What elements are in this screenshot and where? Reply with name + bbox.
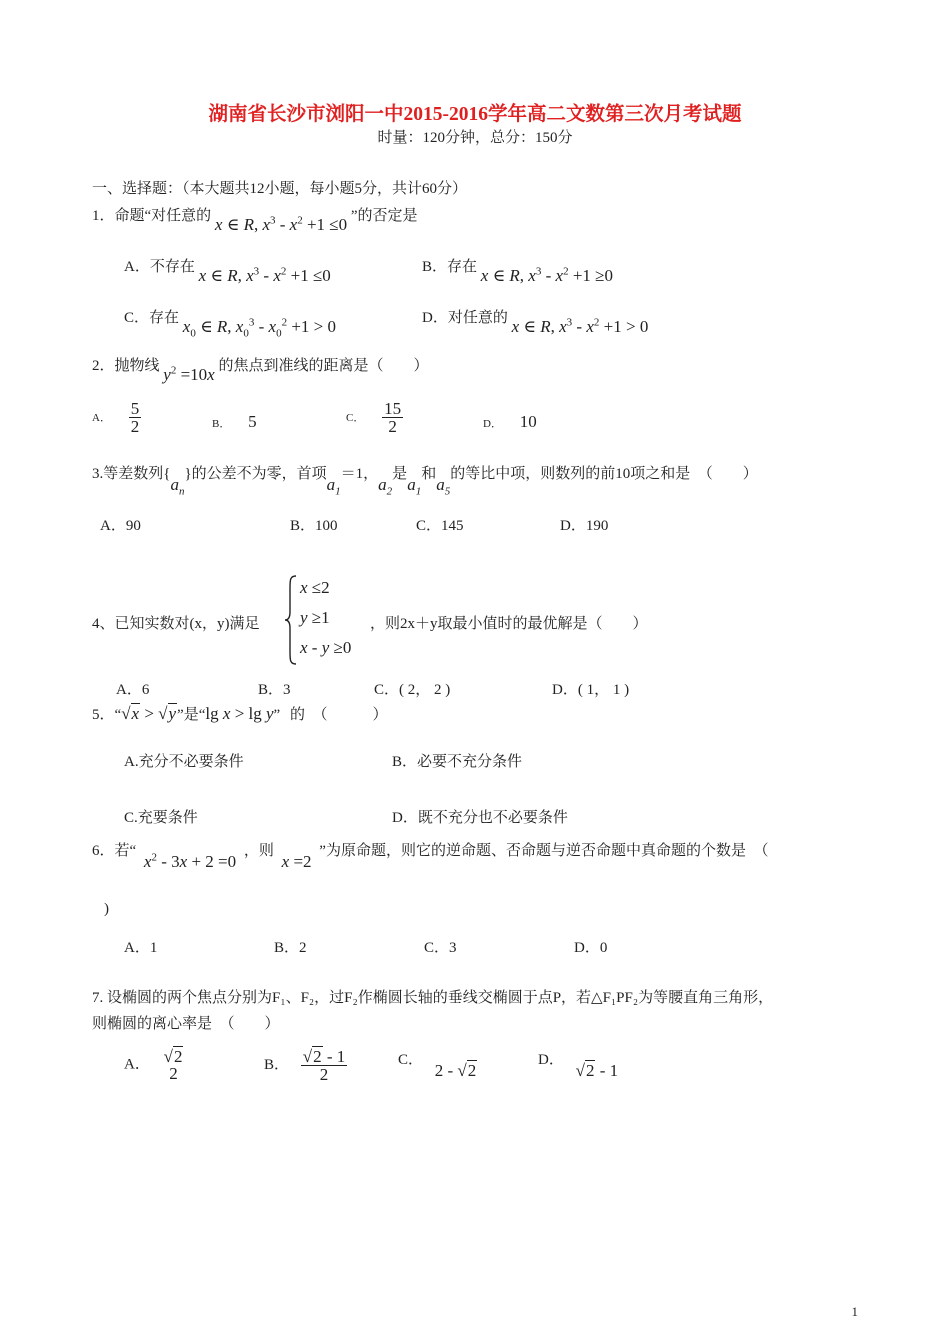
q4-option-a: A．6 [116,682,150,698]
q4-option-c: C．( 2， 2 ) [374,682,451,698]
q4-brace [284,574,298,671]
q3-option-c: C．145 [416,518,464,534]
q5-option-a: A.充分不必要条件 [124,754,244,770]
q6-option-b: B．2 [274,940,307,956]
q7-option-d: D． √2 - 1 [538,1052,619,1080]
q6-option-c: C．3 [424,940,457,956]
q5-option-d: D．既不充分也不必要条件 [392,810,568,826]
q1-formula: x ∈ R, $x^3 - x^2 +1 \le 0$ [214,214,348,234]
q2-option-d: D． 10 [483,412,537,431]
q4-constraint-1: x ≤2 [300,578,330,597]
q3-option-b: B．100 [290,518,338,534]
q5-stem: 5．“√x > √y”是“lg x > lg y” 的 （ ） [92,704,388,723]
q2-stem: 2．抛物线 $y^2 =10x$ 的焦点到准线的距离是（ ） [92,358,429,384]
page-title: 湖南省长沙市浏阳一中2015-2016学年高二文数第三次月考试题 [208,104,742,125]
q4-constraint-2: y ≥1 [300,608,330,627]
q1-option-d: D．对任意的 x ∈ R, $x^3 - x^2 +1 > 0$ [422,310,649,336]
q6-option-d: D．0 [574,940,608,956]
q4-stem-a: 4、已知实数对(x，y)满足 [92,616,260,632]
page-number: 1 [851,1304,858,1319]
exam-info: 时量：120分钟，总分：150分 [377,130,573,146]
q1-option-b: B．存在 x ∈ R, $x^3 - x^2 +1 \ge 0$ [422,259,613,285]
q3-option-a: A．90 [100,518,141,534]
q5-option-b: B．必要不充分条件 [392,754,523,770]
q1-stem: 1．命题“对任意的 x ∈ R, $x^3 - x^2 +1 \le 0$ ”的否定是 [92,208,418,234]
q7-option-a: A． √2 2 [124,1047,183,1083]
q4-stem-b: ，则2x＋y取最小值时的最优解是（ ） [370,616,648,632]
q5-option-c: C.充要条件 [124,810,198,826]
q3-stem: 3.等差数列$\{a_n\}$的公差不为零，首项$a_1=1$，$a_2$是$a_1$和$a_5$的等比中项，则数列的前10项之和是 （ ） [92,466,758,498]
q1-option-c: C．存在 $x_0$ ∈ R, $x_0^3 - x_0^2 +1 > 0$ [124,310,336,340]
q3-option-d: D．190 [560,518,609,534]
q7-stem-line2: 则椭圆的离心率是 （ ） [92,1016,280,1032]
q7-stem-line1: 7. 设椭圆的两个焦点分别为F₁、F₂，过F₂作椭圆长轴的垂线交椭圆于点P，若△F₁PF₂为等腰直角三角形， [92,990,774,1006]
q2-option-b: B． 5 [212,412,257,431]
q4-option-d: D．( 1， 1 ) [552,682,630,698]
q6-option-a: A．1 [124,940,158,956]
q2-option-a: A． $\frac{5}{2}$ [92,399,140,436]
q7-option-c: C． 2 - √2 [398,1052,477,1080]
q4-option-b: B．3 [258,682,291,698]
q7-option-b: B． $\frac{√2 - 1}{2}$ [264,1047,346,1084]
q2-option-c: C． $\frac{15}{2}$ [346,399,402,436]
section-heading: 一、选择题：（本大题共12小题，每小题5分，共计60分） [92,181,468,197]
q1-option-a: A．不存在 x ∈ R, $x^3 - x^2 +1 \le 0$ [124,259,331,285]
q6-stem-end: ) [104,901,109,917]
q4-constraint-3: x - y ≥0 [300,638,352,657]
q6-stem: 6．若“ $x^2 - 3x + 2 =0$ ，则 x =2 ”为原命题，则它的逆命题、否命题与逆否命题中真命题的个数是 （ [92,843,769,871]
